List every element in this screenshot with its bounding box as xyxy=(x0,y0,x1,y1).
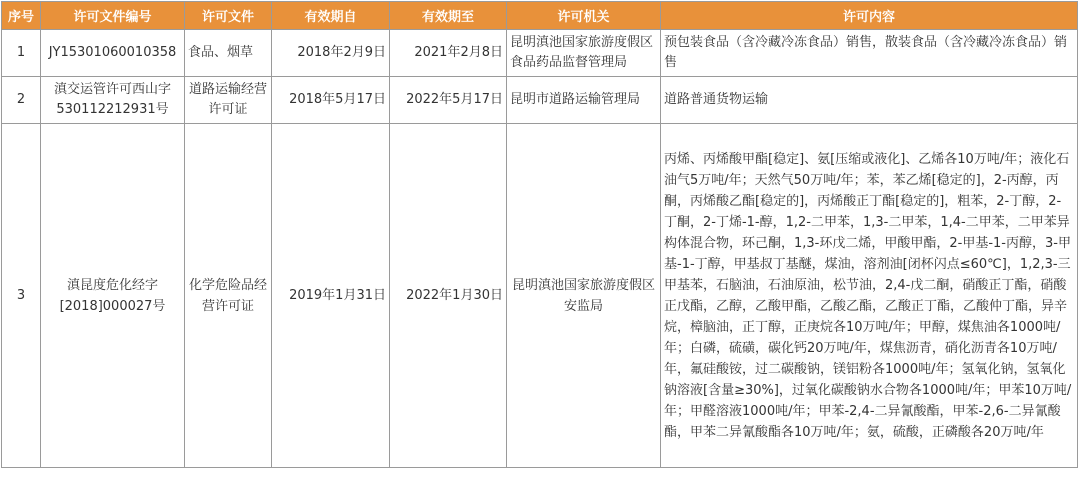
header-row xyxy=(2,2,1078,30)
cell-authority: 昆明滇池国家旅游度假区安监局 xyxy=(507,124,661,468)
cell-permit-no: 滇昆度危化经字[2018]000027号 xyxy=(41,124,185,468)
cell-doc: 食品、烟草 xyxy=(185,30,272,77)
header-valid-to: 有效期至 xyxy=(390,2,507,30)
cell-no: 2 xyxy=(2,77,41,124)
cell-authority: 昆明市道路运输管理局 xyxy=(507,77,661,124)
cell-no: 3 xyxy=(2,124,41,468)
header-permit-no: 许可文件编号 xyxy=(41,2,185,30)
table-row xyxy=(2,124,1078,468)
permit-table xyxy=(1,1,1078,468)
table-row xyxy=(2,30,1078,77)
cell-doc: 化学危险品经营许可证 xyxy=(185,124,272,468)
header-content: 许可内容 xyxy=(661,2,1078,30)
cell-content: 道路普通货物运输 xyxy=(661,77,1078,124)
cell-permit-no: JY15301060010358 xyxy=(41,30,185,77)
header-no: 序号 xyxy=(2,2,41,30)
cell-content: 丙烯、丙烯酸甲酯[稳定]、氨[压缩或液化]、乙烯各10万吨/年；液化石油气5万吨/年；天然气50万吨/年；苯，苯乙烯[稳定的]，2-丙醇，丙酮，丙烯酸乙酯[稳定的]，丙烯酸正丁酯[稳定的]，粗苯，2-丁醇，2-丁酮，2-丁烯-1-醇，1,2-二甲苯，1,3-二甲苯，1,4-二甲苯，二甲苯异构体混合物，环己酮，1,3-环戊二烯，甲酸甲酯，2-甲基-1-丙醇，3-甲基-1-丁醇，甲基叔丁基醚，煤油，溶剂油[闭杯闪点≤60℃]，1,2,3-三甲基苯，石脑油，石油原油，松节油，2,4-戊二酮，硝酸正丁酯，硝酸正戊酯，乙醇，乙酸甲酯，乙酸乙酯，乙酸正丁酯，乙酸仲丁酯，异辛烷，樟脑油，正丁醇，正庚烷各10万吨/年；甲醇，煤焦油各1000吨/年；白磷，硫磺，碳化钙20万吨/年，煤焦沥青，硝化沥青各10万吨/年，氟硅酸铵，过二碳酸钠，镁铝粉各1000吨/年；氢氧化钠，氢氧化钠溶液[含量≥30%]，过氧化碳酸钠水合物各1000吨/年；甲苯10万吨/年；甲醛溶液1000吨/年；甲苯-2,4-二异氰酸酯，甲苯-2,6-二异氰酸酯，甲苯二异氰酸酯各10万吨/年；氨，硫酸，正磷酸各20万吨/年 xyxy=(661,124,1078,468)
cell-valid-from: 2018年2月9日 xyxy=(272,30,390,77)
cell-valid-to: 2021年2月8日 xyxy=(390,30,507,77)
cell-authority: 昆明滇池国家旅游度假区食品药品监督管理局 xyxy=(507,30,661,77)
cell-valid-to: 2022年5月17日 xyxy=(390,77,507,124)
header-doc: 许可文件 xyxy=(185,2,272,30)
cell-valid-from: 2018年5月17日 xyxy=(272,77,390,124)
cell-content: 预包装食品（含冷藏冷冻食品）销售，散装食品（含冷藏冷冻食品）销售 xyxy=(661,30,1078,77)
header-authority: 许可机关 xyxy=(507,2,661,30)
cell-valid-to: 2022年1月30日 xyxy=(390,124,507,468)
cell-no: 1 xyxy=(2,30,41,77)
header-valid-from: 有效期自 xyxy=(272,2,390,30)
cell-doc: 道路运输经营许可证 xyxy=(185,77,272,124)
cell-permit-no: 滇交运管许可西山字530112212931号 xyxy=(41,77,185,124)
table-row xyxy=(2,77,1078,124)
cell-valid-from: 2019年1月31日 xyxy=(272,124,390,468)
